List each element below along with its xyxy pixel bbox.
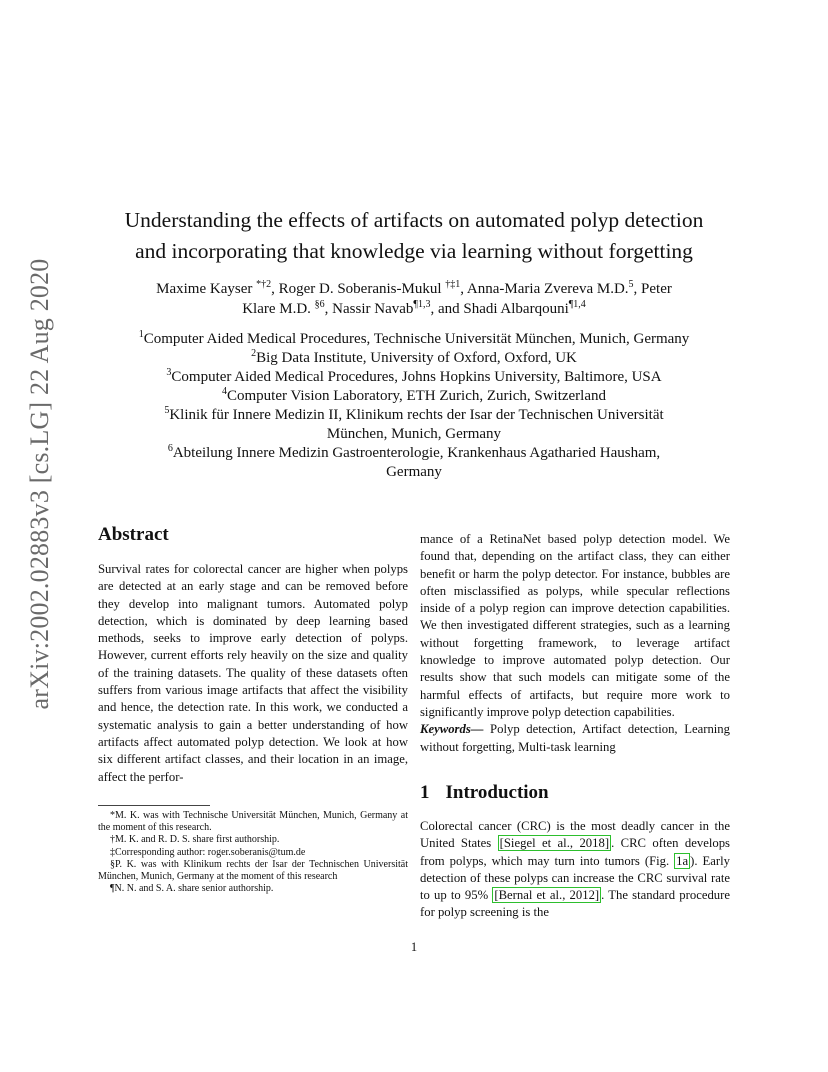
author-text: Maxime Kayser [156, 281, 257, 297]
affiliation-text: München, Munich, Germany [326, 426, 502, 442]
abstract-heading: Abstract [98, 524, 169, 545]
title-line-1: Understanding the effects of artifacts on automated polyp detection [124, 208, 704, 232]
footnote-1: *M. K. was with Technische Universität München, Munich, Germany at the moment of this research. [98, 810, 408, 834]
figure-ref-link[interactable]: 1a [676, 853, 689, 868]
paper-title [90, 205, 738, 267]
author-text: , Roger D. Soberanis-Mukul [271, 281, 446, 297]
author-sup: 5 [628, 279, 634, 290]
author-sup: ¶1,3 [413, 299, 431, 310]
affiliation-2 [90, 349, 738, 368]
affiliation-sup: 6 [167, 443, 173, 454]
affiliation-text: Klinik für Innere Medizin II, Klinikum rechts der Isar der Technischen Universität [169, 407, 664, 423]
affiliation-text: Computer Aided Medical Procedures, Technische Universität München, Munich, Germany [143, 331, 690, 347]
arxiv-stamp-text: arXiv:2002.02883v3 [cs.LG] 22 Aug 2020 [25, 258, 54, 709]
affiliation-sup: 4 [221, 386, 227, 397]
citation-link-bernal[interactable]: [Bernal et al., 2012] [494, 888, 600, 903]
author-text: , Peter [633, 281, 672, 297]
author-sup: *†2 [256, 279, 272, 290]
affiliation-text: Computer Aided Medical Procedures, Johns Hopkins University, Baltimore, USA [171, 369, 662, 385]
introduction-body [420, 818, 730, 922]
affiliation-5-cont [90, 425, 738, 444]
arxiv-stamp [20, 258, 60, 709]
author-line-1 [90, 279, 738, 299]
affiliation-1 [90, 330, 738, 349]
author-list [90, 279, 738, 319]
affiliation-sup: 1 [138, 329, 144, 340]
author-text: , and Shadi Albarqouni [430, 301, 569, 317]
affiliation-5 [90, 406, 738, 425]
section-title: Introduction [445, 782, 549, 803]
affiliation-6 [90, 444, 738, 463]
author-line-2 [90, 299, 738, 319]
author-text: , Anna-Maria Zvereva M.D. [460, 281, 629, 297]
footnote-2: †M. K. and R. D. S. share first authorship. [110, 834, 280, 846]
footnote-5: ¶N. N. and S. A. share senior authorship. [110, 883, 274, 895]
title-line-2: and incorporating that knowledge via learning without forgetting [135, 239, 693, 263]
intro-text: ). Early detection of these polyps can increase the CRC survival rate to up to 95% [420, 853, 730, 903]
author-sup: †‡1 [445, 279, 461, 290]
affiliation-sup: 5 [164, 405, 170, 416]
section-number: 1 [420, 782, 430, 803]
author-sup: §6 [314, 299, 325, 310]
affiliation-text: Abteilung Innere Medizin Gastroenterologie, Krankenhaus Agatharied Hausham, [172, 445, 661, 461]
introduction-heading [420, 782, 549, 804]
intro-text: . CRC often develops from polyps, which may turn into tumors (Fig. [420, 836, 730, 868]
affiliation-sup: 2 [251, 348, 257, 359]
footnote-4: §P. K. was with Klinikum rechts der Isar der Technischen Universität München, Munich, Germany at the moment of this research [98, 858, 408, 883]
abstract-paragraph-right: mance of a RetinaNet based polyp detection model. We found that, depending on the artifact class, they can either benefit or harm the polyp detector. For instance, bubbles are often misclassified as polyps, while specular reflections inside of a polyp region can improve detection capabilities. We then investigated different strategies, such as a learning without forgetting framework, to leverage artifact knowledge to improve automated polyp detection. Our results show that such models can mitigate some of the harmful effects of artifacts, but require more work to significantly improve polyp detection capabilities. [420, 532, 730, 719]
affiliation-text: Big Data Institute, University of Oxford, Oxford, UK [256, 350, 577, 366]
affiliation-text: Computer Vision Laboratory, ETH Zurich, Zurich, Switzerland [226, 388, 606, 404]
abstract-left-column [98, 561, 408, 786]
keywords-label: Keywords— [420, 722, 484, 737]
introduction-paragraph [420, 818, 730, 922]
affiliation-3 [90, 368, 738, 387]
abstract-right-column [420, 531, 730, 756]
affiliation-4 [90, 387, 738, 406]
author-sup: ¶1,4 [568, 299, 586, 310]
affiliation-text: Germany [386, 464, 442, 480]
keywords-line [420, 721, 730, 756]
intro-text: Colorectal cancer (CRC) is the most deadly cancer in the United States [420, 819, 730, 851]
author-text: Klare M.D. [242, 301, 315, 317]
affiliation-6-cont [90, 463, 738, 482]
author-text: , Nassir Navab [324, 301, 414, 317]
footnotes [98, 810, 408, 895]
footnote-3: ‡Corresponding author: roger.soberanis@tum.de [110, 846, 306, 858]
citation-link-siegel[interactable]: [Siegel et al., 2018] [499, 836, 610, 851]
affiliation-sup: 3 [166, 367, 172, 378]
intro-text: . The standard procedure for polyp screening is the [420, 888, 730, 920]
keywords-text: Polyp detection, Artifact detection, Learning without forgetting, Multi-task learning [420, 722, 730, 754]
footnote-rule [98, 805, 210, 806]
affiliation-list [90, 330, 738, 482]
abstract-paragraph-left: Survival rates for colorectal cancer are higher when polyps are detected at an early stage and can be removed before they develop into malignant tumors. Automated polyp detection, which is dominated by deep learning based methods, seeks to improve early detection of polyps. However, current efforts rely heavily on the size and quality of the training datasets. The quality of these datasets often suffers from various image artifacts that affect the visibility and hence, the detection rate. In this work, we conducted a systematic analysis to gain a better understanding of how artifacts affect automated polyp detection. We look at how six different artifact classes, and their location in an image, affect the perfor- [98, 562, 408, 784]
page-number: 1 [410, 940, 418, 954]
